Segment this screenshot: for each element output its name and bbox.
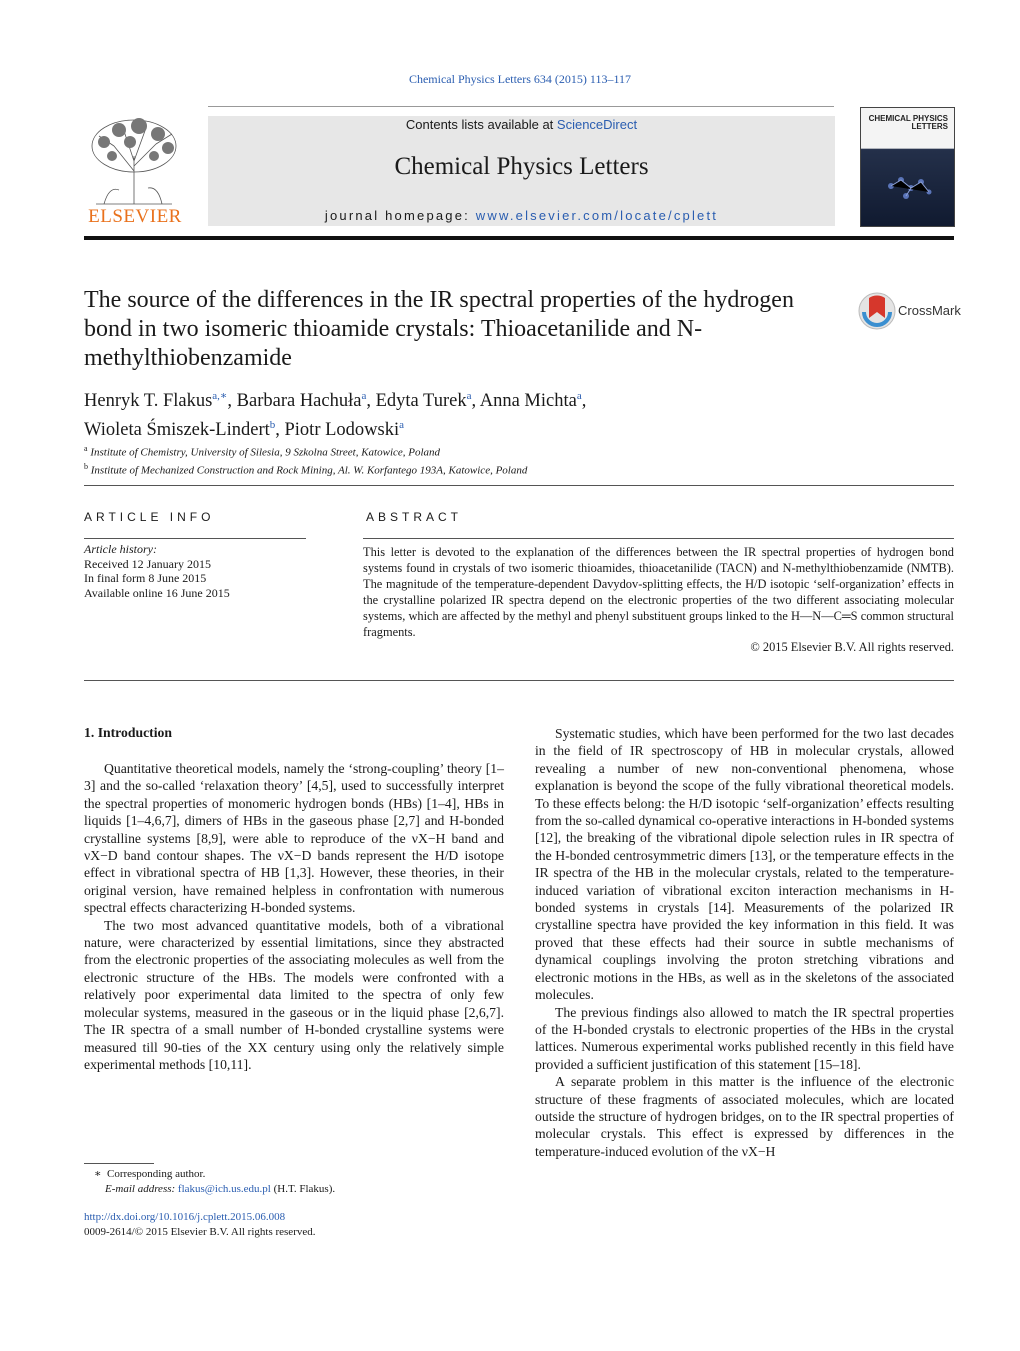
body-column-right — [535, 725, 954, 1160]
paragraph: A separate problem in this matter is the influence of the electronic structure of these fragments of associated molecules, which are located outside the structure of hydrogen bridges, on to the IR spectral properties of molecular crystals. This effect is expressed by differences in the temperature-induced evolution of the νX−H — [535, 1074, 954, 1159]
header-thick-rule — [84, 236, 954, 240]
abstract-copyright: © 2015 Elsevier B.V. All rights reserved. — [750, 640, 954, 654]
paragraph: Quantitative theoretical models, namely the ‘strong-coupling’ theory [1–3] and the so-called ‘relaxation theory’ [4,5], used to successfully interpret the spectral properties of monomeric hydrogen bonds (HBs) [1–4], HBs in liquids [1–4,6,7], dimers of HBs in the gaseous phase [2,7] and H-bonded crystalline systems [8,9], were able to reproduce of the νX−H band and νX−D band contour shapes. The νX−D bands represent the H/D isotope effect in vibrational spectra of HB [1,3]. However, these theories, in their original version, have remained helpless in confrontation with numerous spectral effects characterizing H-bonded systems. — [84, 761, 504, 916]
paragraph: The two most advanced quantitative models, both of a vibrational nature, were characterized by essential limitations, since they abstracted from the electronic properties of the associating molecules as well from the electronic structure of the HBs. The models were confronted with a relatively poor experimental data limited to the spectra of only few molecular systems, measured in the gaseous or in the liquid phase [2,6,7]. The IR spectra of a small number of H-bonded crystalline systems were measured till 90-ties of the XX century using only the relatively simple experimental methods [10,11]. — [84, 917, 504, 1072]
footnote-rule — [84, 1163, 154, 1164]
elsevier-wordmark: ELSEVIER — [88, 206, 182, 227]
author[interactable]: Anna Michta$^a$ — [479, 390, 582, 412]
contents-line: Contents lists available at ScienceDirect — [405, 117, 638, 132]
crossmark-icon[interactable] — [858, 292, 896, 330]
body-column-left — [84, 760, 504, 1073]
header-rule — [208, 106, 834, 107]
crossmark-label[interactable]: CrossMark — [898, 303, 961, 318]
divider — [363, 538, 954, 539]
sciencedirect-link[interactable]: ScienceDirect — [556, 117, 638, 132]
issn-line: 0009-2614/© 2015 Elsevier B.V. All rights reserved. — [84, 1225, 316, 1238]
affiliation: $^a$ Institute of Chemistry, University of Silesia, 9 Szkolna Street, Katowice, Poland — [84, 444, 441, 459]
affiliations — [84, 442, 884, 477]
journal-title: Chemical Physics Letters — [394, 153, 649, 180]
author[interactable]: Piotr Lodowski$^a$ — [284, 419, 404, 441]
doi-link[interactable]: http://dx.doi.org/10.1016/j.cplett.2015.06.008 — [84, 1211, 286, 1223]
cover-title: CHEMICAL PHYSICS LETTERS — [868, 114, 948, 131]
homepage-link[interactable]: www.elsevier.com/locate/cplett — [475, 208, 719, 223]
author[interactable]: Wioleta Śmiszek-Lindert$^b$ — [84, 419, 276, 441]
divider — [84, 485, 954, 486]
author[interactable]: Barbara Hachuła$^a$ — [236, 390, 367, 412]
footnote: ∗ Corresponding author. E-mail address: flakus@ich.us.edu.pl (H.T. Flakus). — [94, 1168, 336, 1195]
history-label: Article history: — [84, 542, 157, 556]
abstract-text: This letter is devoted to the explanation of the differences between the IR spectral properties of hydrogen bond systems found in crystals of two isomeric thioamides, thioacetanilide (TACN) and N-methylthiobenzamide (NMTB). The magnitude of the temperature-dependent Davydov-splitting effects, the H/D isotopic ‘self-organization’ effects in the crystalline polarized IR spectra depend on the electronic properties of the two different associating molecular systems, which are affected by the methyl and phenyl substituent groups linked to the H—N—C═S common structural fragments. — [363, 545, 954, 639]
article-history — [84, 542, 314, 600]
journal-reference-link[interactable]: Chemical Physics Letters 634 (2015) 113–117 — [408, 72, 632, 86]
author[interactable]: Henryk T. Flakus$^{a,∗}$ — [84, 390, 228, 412]
divider — [84, 680, 954, 681]
author[interactable]: Edyta Turek$^a$ — [375, 390, 472, 412]
article-info-heading: ARTICLE INFO — [84, 510, 215, 524]
divider — [84, 538, 306, 539]
history-final-form: In final form 8 June 2015 — [84, 571, 207, 585]
paragraph: The previous findings also allowed to match the IR spectral properties of the H-bonded crystals to electronic properties of the HBs in the crystal lattices. Numerous experimental works published recently in this field have provided a sufficient justification of this statement [15–18]. — [535, 1004, 954, 1072]
section-heading: 1. Introduction — [84, 725, 172, 740]
affiliation: $^b$ Institute of Mechanized Construction and Rock Mining, Al. W. Korfantego 193A, Katowice, Poland — [84, 461, 528, 477]
history-received: Received 12 January 2015 — [84, 556, 211, 571]
homepage-line: journal homepage: www.elsevier.com/locate/cplett — [324, 208, 719, 223]
abstract-heading: ABSTRACT — [366, 510, 463, 524]
history-online: Available online 16 June 2015 — [84, 585, 230, 600]
paragraph: Systematic studies, which have been performed for the two last decades in the field of IR spectroscopy of HB in molecular crystals, allowed revealing a number of new non-conventional phenomena, whose explanation is beyond the scope of the fully vibrational theoretical models. To these effects belong: the H/D isotopic ‘self-organization’ effects resulting from the so-called dynamical co-operative interactions in H-bonded systems [12], the breaking of the vibrational dipole selection rules in IR spectra of the H-bonded centrosymmetric dimers [13], or the temperature effects in the IR spectra of the HB in the molecular crystals, related to the temperature-induced variation of vibrational exciton interaction mechanisms in H-bonded systems in crystals [14]. Measurements of the polarized IR crystalline spectra have provided the key information in this field. It was proved that these effects had their source in subtle mechanisms of dynamical couplings involving the proton stretching vibrations and electronic motions in the HBs, as well as in the skeletons of the associated molecules. — [535, 726, 954, 1003]
author-list: Henryk T. Flakus$^{a,∗}$, Barbara Hachuła$^a$, Edyta Turek$^a$, Anna Michta$^a$, Wioleta Śmiszek-Lindert$^b$, Piotr Lodowski$^a$ — [84, 390, 587, 441]
email-link[interactable]: flakus@ich.us.edu.pl — [177, 1182, 271, 1195]
doi-block — [84, 1210, 504, 1239]
article-title: The source of the differences in the IR spectral properties of the hydrogen bond in two isomeric thioamide crystals: Thioacetanilide and N-methylthiobenzamide — [84, 287, 794, 371]
